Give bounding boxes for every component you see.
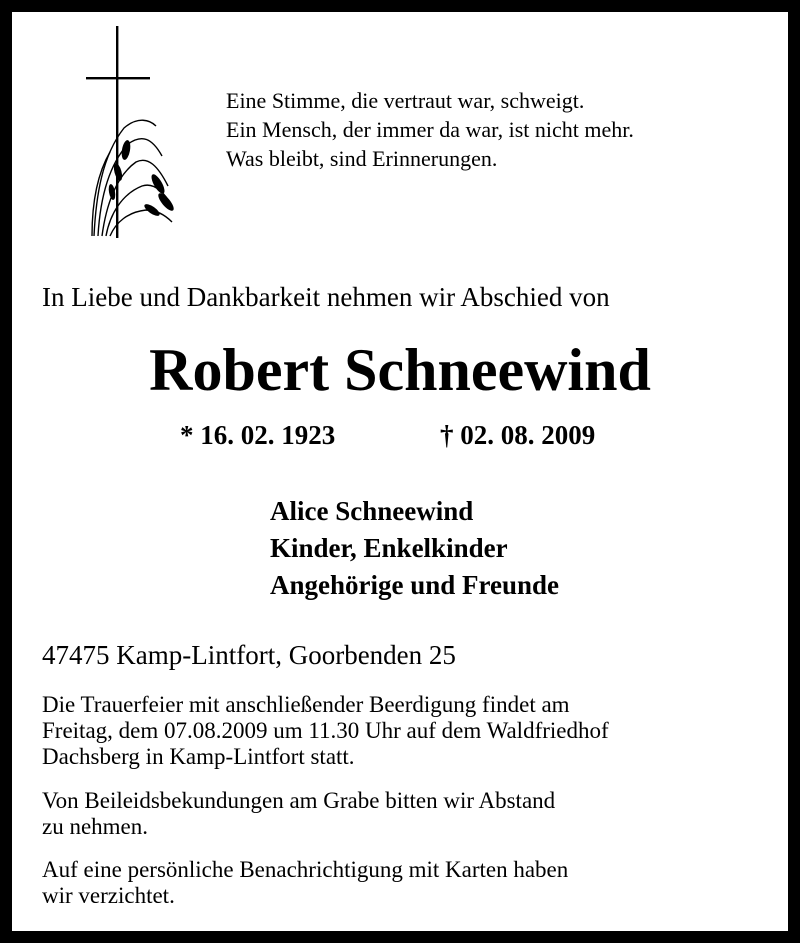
notice-line: Dachsberg in Kamp-Lintfort statt. [42, 744, 355, 769]
notice-line: wir verzichtet. [42, 883, 175, 908]
cross-with-wheat-icon [82, 26, 182, 240]
condolence-notice [42, 788, 555, 840]
notice-line: Auf eine persönliche Benachrichtigung mit Karten haben [42, 857, 569, 882]
poem [226, 86, 634, 173]
notification-notice [42, 857, 568, 909]
poem-line: Was bleibt, sind Erinnerungen. [226, 146, 498, 171]
notice-line: Freitag, dem 07.08.2009 um 11.30 Uhr auf dem Waldfriedhof [42, 718, 609, 743]
mourner: Kinder, Enkelkinder [270, 533, 508, 563]
deceased-name: Robert Schneewind [149, 337, 651, 403]
address: 47475 Kamp-Lintfort, Goorbenden 25 [42, 640, 456, 670]
death-date: † 02. 08. 2009 [440, 420, 596, 450]
notice-line: Von Beileidsbekundungen am Grabe bitten wir Abstand [42, 788, 556, 813]
mourner: Alice Schneewind [270, 496, 474, 526]
poem-line: Ein Mensch, der immer da war, ist nicht mehr. [226, 117, 634, 142]
farewell-intro: In Liebe und Dankbarkeit nehmen wir Abschied von [42, 282, 610, 312]
notice-line: zu nehmen. [42, 814, 149, 839]
notice-line: Die Trauerfeier mit anschließender Beerdigung findet am [42, 692, 570, 717]
birth-date: * 16. 02. 1923 [180, 420, 336, 450]
poem-line: Eine Stimme, die vertraut war, schweigt. [226, 88, 585, 113]
funeral-notice [42, 692, 609, 770]
mourner: Angehörige und Freunde [270, 570, 560, 600]
mourners-list [270, 493, 559, 604]
